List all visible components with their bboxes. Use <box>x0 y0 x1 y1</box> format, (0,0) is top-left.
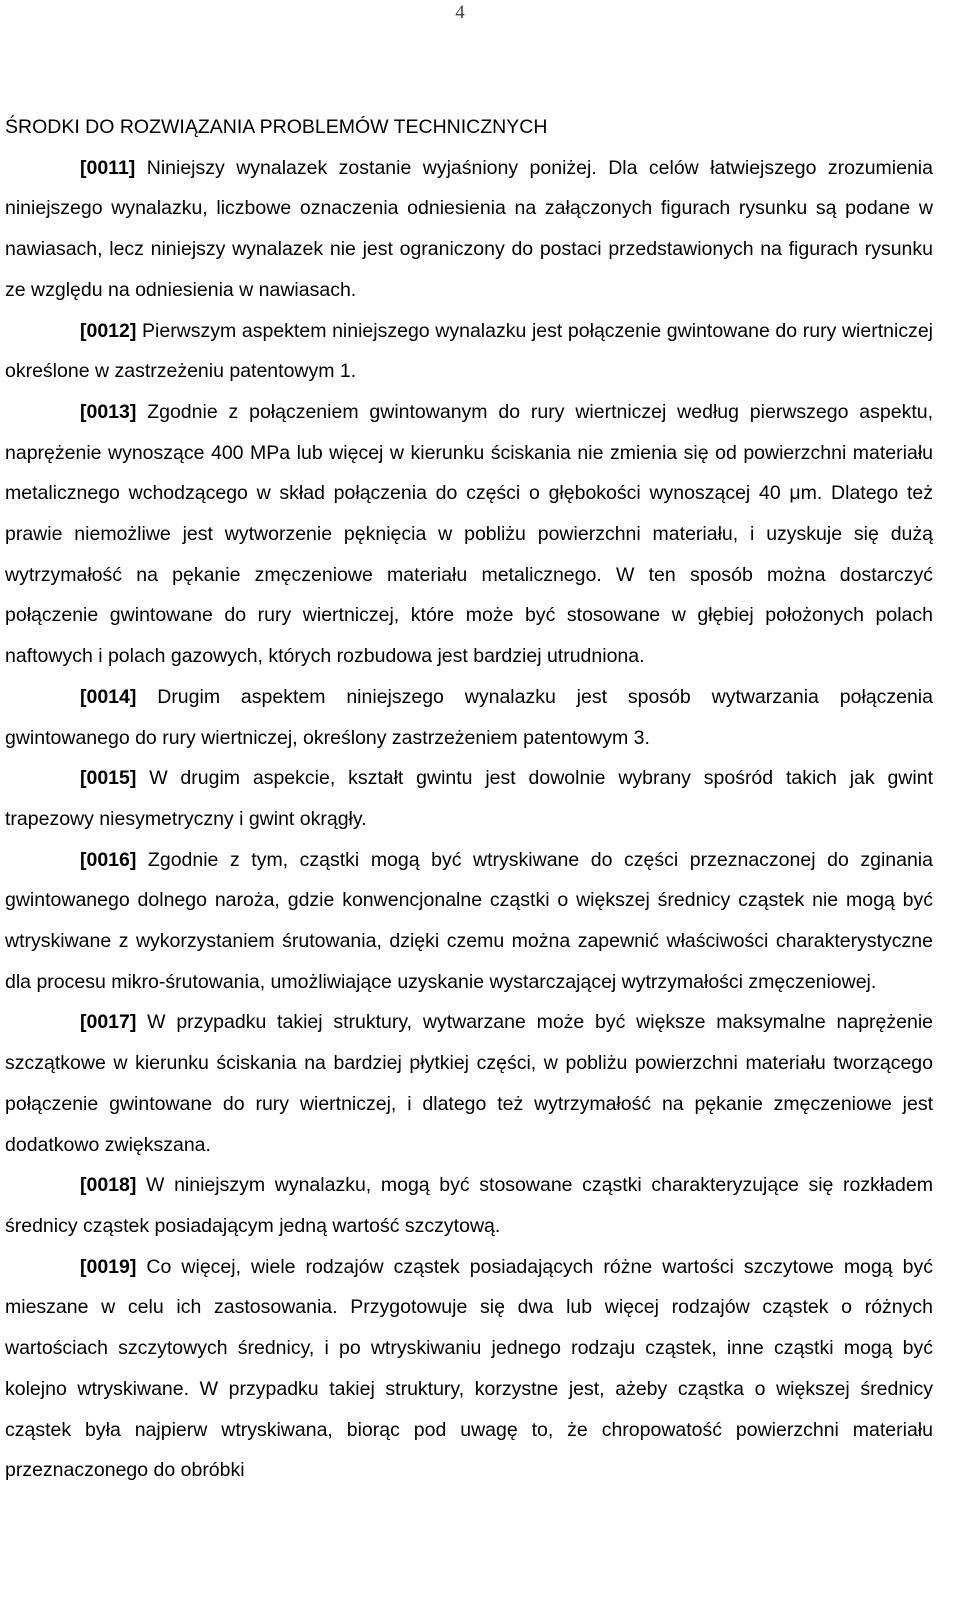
paragraph-text: W niniejszym wynalazku, mogą być stosowane cząstki charakteryzujące się rozkładem średnicy cząstek posiadającym jedną wartość szczytową. <box>5 1174 933 1237</box>
paragraph-number: [0019] <box>80 1255 137 1278</box>
paragraph-text: W drugim aspekcie, kształt gwintu jest dowolnie wybrany spośród takich jak gwint trapezowy niesymetryczny i gwint okrągły. <box>5 767 933 830</box>
paragraph-number: [0015] <box>80 767 137 790</box>
paragraph-text: W przypadku takiej struktury, wytwarzane może być większe maksymalne naprężenie szczątkowe w kierunku ściskania na bardziej płytkiej części, w pobliżu powierzchni materiału tworzącego połączenie gwintowane do rury wiertniczej, i dlatego też wytrzymałość na pękanie zmęczeniowe jest dodatkowo zwiększana. <box>5 1011 933 1156</box>
paragraph-number: [0012] <box>80 319 137 342</box>
paragraph-0019 <box>5 1247 933 1491</box>
paragraph-0014 <box>5 677 933 758</box>
paragraph-text: Niniejszy wynalazek zostanie wyjaśniony poniżej. Dla celów łatwiejszego zrozumienia niniejszego wynalazku, liczbowe oznaczenia odniesienia na załączonych figurach rysunku są podane w nawiasach, lecz niniejszy wynalazek nie jest ograniczony do postaci przedstawionych na figurach rysunku ze względu na odniesienia w nawiasach. <box>5 156 933 301</box>
paragraph-text: Zgodnie z połączeniem gwintowanym do rury wiertniczej według pierwszego aspektu, naprężenie wynoszące 400 MPa lub więcej w kierunku ściskania nie zmienia się od powierzchni materiału metalicznego wchodzącego w skład połączenia do części o głębokości wynoszącej 40 μm. Dlatego też prawie niemożliwe jest wytworzenie pęknięcia w pobliżu powierzchni materiału, i uzyskuje się dużą wytrzymałość na pękanie zmęczeniowe materiału metalicznego. W ten sposób można dostarczyć połączenie gwintowane do rury wiertniczej, które może być stosowane w głębiej położonych polach naftowych i polach gazowych, których rozbudowa jest bardziej utrudniona. <box>5 400 933 668</box>
paragraph-0018 <box>5 1165 933 1246</box>
paragraph-0012 <box>5 311 933 392</box>
paragraph-number: [0018] <box>80 1174 137 1197</box>
paragraph-number: [0014] <box>80 685 137 708</box>
paragraph-0011 <box>5 148 933 311</box>
section-heading: ŚRODKI DO ROZWIĄZANIA PROBLEMÓW TECHNICZNYCH <box>5 116 548 138</box>
document-body <box>5 107 933 1491</box>
paragraph-number: [0011] <box>80 156 136 179</box>
paragraph-0013 <box>5 392 933 677</box>
paragraph-0015 <box>5 758 933 839</box>
paragraph-0017 <box>5 1002 933 1165</box>
paragraph-number: [0013] <box>80 400 137 423</box>
paragraph-text: Drugim aspektem niniejszego wynalazku jest sposób wytwarzania połączenia gwintowanego do rury wiertniczej, określony zastrzeżeniem patentowym 3. <box>5 685 933 749</box>
paragraph-0016 <box>5 840 933 1003</box>
paragraph-text: Co więcej, wiele rodzajów cząstek posiadających różne wartości szczytowe mogą być mieszane w celu ich zastosowania. Przygotowuje się dwa lub więcej rodzajów cząstek o różnych wartościach szczytowych średnicy, i po wtryskiwaniu jednego rodzaju cząstek, inne cząstki mogą być kolejno wtryskiwane. W przypadku takiej struktury, korzystne jest, ażeby cząstka o większej średnicy cząstek była najpierw wtryskiwana, biorąc pod uwagę to, że chropowatość powierzchni materiału przeznaczonego do obróbki <box>5 1255 933 1482</box>
paragraph-number: [0016] <box>80 848 137 871</box>
paragraph-text: Zgodnie z tym, cząstki mogą być wtryskiwane do części przeznaczonej do zginania gwintowanego dolnego naroża, gdzie konwencjonalne cząstki o większej średnicy cząstek nie mogą być wtryskiwane z wykorzystaniem śrutowania, dzięki czemu można zapewnić właściwości charakterystyczne dla procesu mikro-śrutowania, umożliwiające uzyskanie wystarczającej wytrzymałości zmęczeniowej. <box>5 848 933 993</box>
paragraph-text: Pierwszym aspektem niniejszego wynalazku jest połączenie gwintowane do rury wiertniczej określone w zastrzeżeniu patentowym 1. <box>5 319 933 383</box>
paragraph-number: [0017] <box>80 1011 137 1034</box>
page-number: 4 <box>455 2 465 23</box>
